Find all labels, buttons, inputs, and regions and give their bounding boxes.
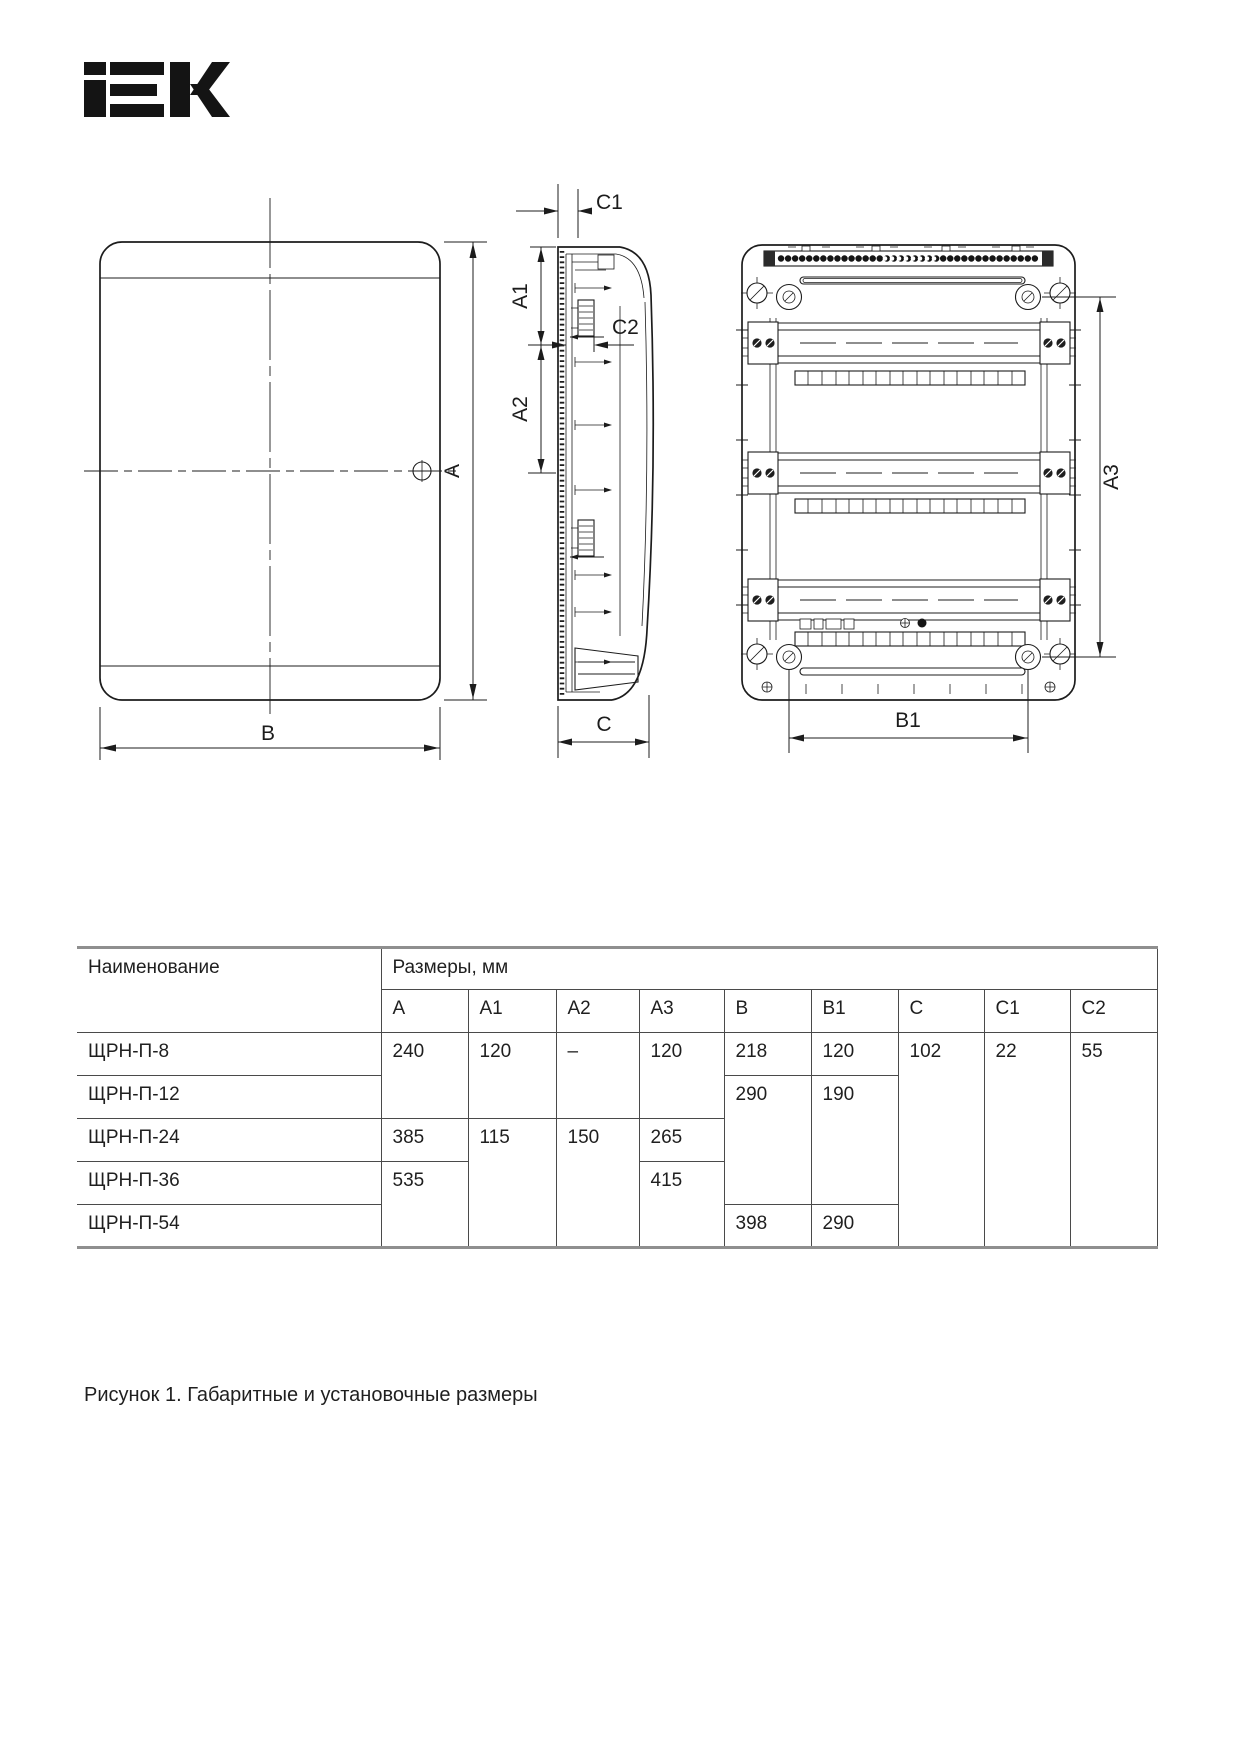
- dim-label-c: C: [596, 713, 612, 736]
- cell-a3: 120: [639, 1033, 724, 1119]
- din-rail-3: [742, 579, 1076, 621]
- cell-a: 385: [381, 1119, 468, 1162]
- dim-label-b1: B1: [895, 709, 921, 732]
- terminal-strip-top: [764, 246, 1053, 266]
- cell-name: ЩРН-П-8: [77, 1033, 381, 1076]
- dim-label-c1: C1: [596, 191, 623, 214]
- dim-label-a3: A3: [1100, 464, 1123, 490]
- cell-name: ЩРН-П-24: [77, 1119, 381, 1162]
- dimensions-table: [77, 946, 1158, 1249]
- cell-a1: 115: [468, 1119, 556, 1248]
- front-view-drawing: [84, 198, 458, 714]
- rail-mount-section-1: [570, 300, 604, 340]
- technical-drawings: [0, 0, 1237, 800]
- col-header-a3: A3: [639, 990, 724, 1033]
- cell-a: 535: [381, 1162, 468, 1248]
- cell-c: 102: [898, 1033, 984, 1248]
- mounting-hole-bottom-right: [1016, 645, 1041, 670]
- dim-b: [100, 707, 440, 760]
- screw-icon: [1044, 277, 1076, 309]
- col-header-a2: A2: [556, 990, 639, 1033]
- dim-a2: [509, 345, 556, 473]
- col-header-c2: C2: [1070, 990, 1157, 1033]
- cell-a2: 150: [556, 1119, 639, 1248]
- cell-b1: 190: [811, 1076, 898, 1205]
- cell-a: 240: [381, 1033, 468, 1119]
- module-aperture-row: [795, 499, 1025, 513]
- screw-icon: [741, 277, 773, 309]
- cell-a3: 265: [639, 1119, 724, 1162]
- cell-b1: 120: [811, 1033, 898, 1076]
- mounting-hole-bottom-left: [777, 645, 802, 670]
- module-aperture-row: [795, 371, 1025, 385]
- dim-label-c2: C2: [612, 316, 639, 339]
- dim-c1: [516, 184, 623, 238]
- mounting-hole-top-right: [1016, 285, 1041, 310]
- cell-name: ЩРН-П-54: [77, 1205, 381, 1248]
- back-view-drawing: [736, 245, 1081, 700]
- dim-c: [558, 695, 649, 758]
- cell-a3: 415: [639, 1162, 724, 1248]
- mounting-hole-top-left: [777, 285, 802, 310]
- col-header-a1: A1: [468, 990, 556, 1033]
- cell-a1: 120: [468, 1033, 556, 1119]
- dim-c2: [552, 316, 639, 352]
- col-header-c: C: [898, 990, 984, 1033]
- side-view-drawing: [558, 247, 653, 700]
- din-rail-1: [742, 322, 1076, 364]
- dim-a: [441, 242, 487, 700]
- screw-icon: [741, 638, 773, 670]
- cell-b1: 290: [811, 1205, 898, 1248]
- door-lock-icon: [411, 460, 433, 482]
- cell-b: 218: [724, 1033, 811, 1076]
- col-header-b: B: [724, 990, 811, 1033]
- dim-label-a: A: [441, 463, 464, 479]
- dim-label-a1: A1: [509, 283, 532, 309]
- cell-b: 290: [724, 1076, 811, 1205]
- cell-name: ЩРН-П-12: [77, 1076, 381, 1119]
- din-rail-2: [742, 452, 1076, 494]
- cell-b: 398: [724, 1205, 811, 1248]
- col-header-c1: C1: [984, 990, 1070, 1033]
- col-header-name: Наименование: [77, 948, 381, 1033]
- screw-icon: [1044, 638, 1076, 670]
- cell-name: ЩРН-П-36: [77, 1162, 381, 1205]
- cell-c1: 22: [984, 1033, 1070, 1248]
- module-aperture-row: [795, 632, 1025, 646]
- table-row: [77, 1033, 1157, 1076]
- dim-label-a2: A2: [509, 396, 532, 422]
- cell-a2: –: [556, 1033, 639, 1119]
- col-header-b1: B1: [811, 990, 898, 1033]
- dim-b1: [789, 670, 1028, 753]
- cable-slot-bottom: [800, 668, 1025, 675]
- figure-caption: Рисунок 1. Габаритные и установочные размеры: [84, 1384, 538, 1406]
- rail-mount-section-2: [570, 520, 604, 560]
- col-header-a: A: [381, 990, 468, 1033]
- col-header-sizes: Размеры, мм: [381, 948, 1157, 990]
- cable-slot-top: [800, 277, 1025, 284]
- cell-c2: 55: [1070, 1033, 1157, 1248]
- dim-label-b: B: [260, 722, 276, 745]
